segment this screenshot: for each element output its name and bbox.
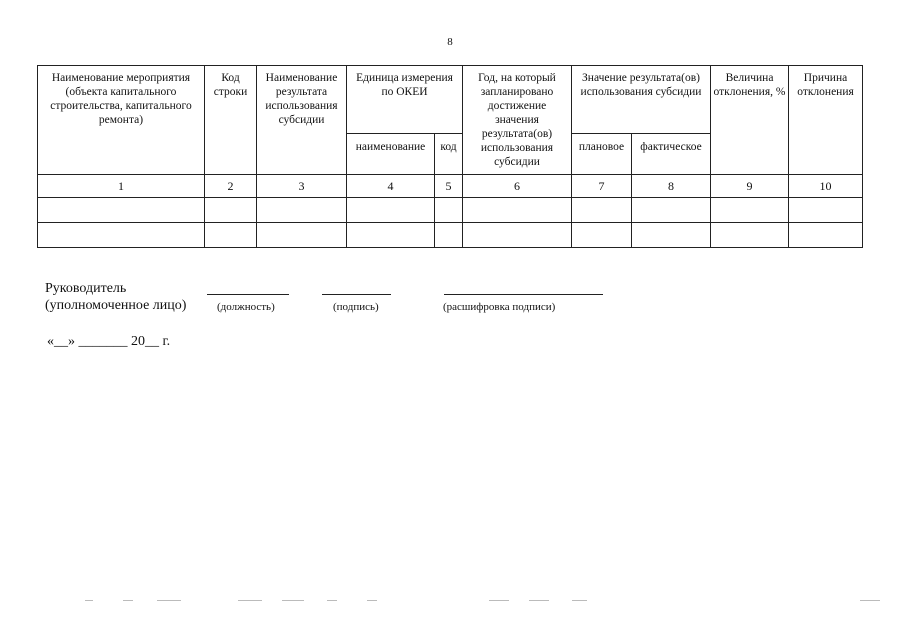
scan-artifact <box>157 600 181 601</box>
table-cell <box>632 198 711 223</box>
header-unit-code: код <box>435 133 463 174</box>
table-cell <box>257 223 347 248</box>
header-deviation-value: Величина отклонения, % <box>711 66 789 175</box>
signature-line <box>322 294 391 295</box>
column-number: 5 <box>435 175 463 198</box>
table-cell <box>789 198 863 223</box>
table-cell <box>572 198 632 223</box>
signature-caption: (подпись) <box>333 301 379 313</box>
table-cell <box>632 223 711 248</box>
decoding-caption: (расшифровка подписи) <box>443 301 556 313</box>
column-number: 6 <box>463 175 572 198</box>
position-caption: (должность) <box>217 301 275 313</box>
column-number-row <box>38 175 863 198</box>
table-cell <box>711 198 789 223</box>
scan-artifact <box>489 600 509 601</box>
column-number: 4 <box>347 175 435 198</box>
table-cell <box>205 223 257 248</box>
table-cell <box>789 223 863 248</box>
header-line-code: Код строки <box>205 66 257 175</box>
column-number: 8 <box>632 175 711 198</box>
scan-artifact <box>123 600 133 601</box>
table-cell <box>711 223 789 248</box>
header-result-value: Значение результата(ов) использования субсидии <box>572 66 711 134</box>
table-row <box>38 198 863 223</box>
page-number: 8 <box>447 36 453 48</box>
scan-artifact <box>367 600 377 601</box>
table-cell <box>205 198 257 223</box>
table-cell <box>347 198 435 223</box>
scan-artifact <box>572 600 587 601</box>
header-deviation-reason: Причина отклонения <box>789 66 863 175</box>
scan-artifact <box>529 600 549 601</box>
header-value-actual: фактическое <box>632 133 711 174</box>
table-cell <box>38 198 205 223</box>
decoding-line <box>444 294 603 295</box>
scan-artifact <box>85 600 93 601</box>
report-table <box>37 65 863 248</box>
table-cell <box>435 223 463 248</box>
column-number: 3 <box>257 175 347 198</box>
header-event-name: Наименование мероприятия (объекта капитального строительства, капитального ремонта) <box>38 66 205 175</box>
column-number: 1 <box>38 175 205 198</box>
table-row <box>38 223 863 248</box>
scan-artifact <box>282 600 304 601</box>
header-unit-name: наименование <box>347 133 435 174</box>
position-line <box>207 294 289 295</box>
header-value-planned: плановое <box>572 133 632 174</box>
table-cell <box>572 223 632 248</box>
date-line: «__» _______ 20__ г. <box>47 334 171 349</box>
scan-artifact <box>860 600 880 601</box>
column-number: 7 <box>572 175 632 198</box>
table-cell <box>435 198 463 223</box>
table-cell <box>463 223 572 248</box>
column-number: 10 <box>789 175 863 198</box>
header-year-planned: Год, на который запланировано достижение значения результата(ов) использования субсидии <box>463 66 572 175</box>
scan-artifact <box>327 600 337 601</box>
table-cell <box>463 198 572 223</box>
authorized-person-label: (уполномоченное лицо) <box>45 298 187 313</box>
header-unit-okei: Единица измерения по ОКЕИ <box>347 66 463 134</box>
table-header-row <box>38 66 863 134</box>
scan-artifact <box>238 600 262 601</box>
table-cell <box>257 198 347 223</box>
table-cell <box>38 223 205 248</box>
header-result-name: Наименование результата использования субсидии <box>257 66 347 175</box>
column-number: 9 <box>711 175 789 198</box>
table-cell <box>347 223 435 248</box>
head-label: Руководитель <box>45 281 127 296</box>
column-number: 2 <box>205 175 257 198</box>
